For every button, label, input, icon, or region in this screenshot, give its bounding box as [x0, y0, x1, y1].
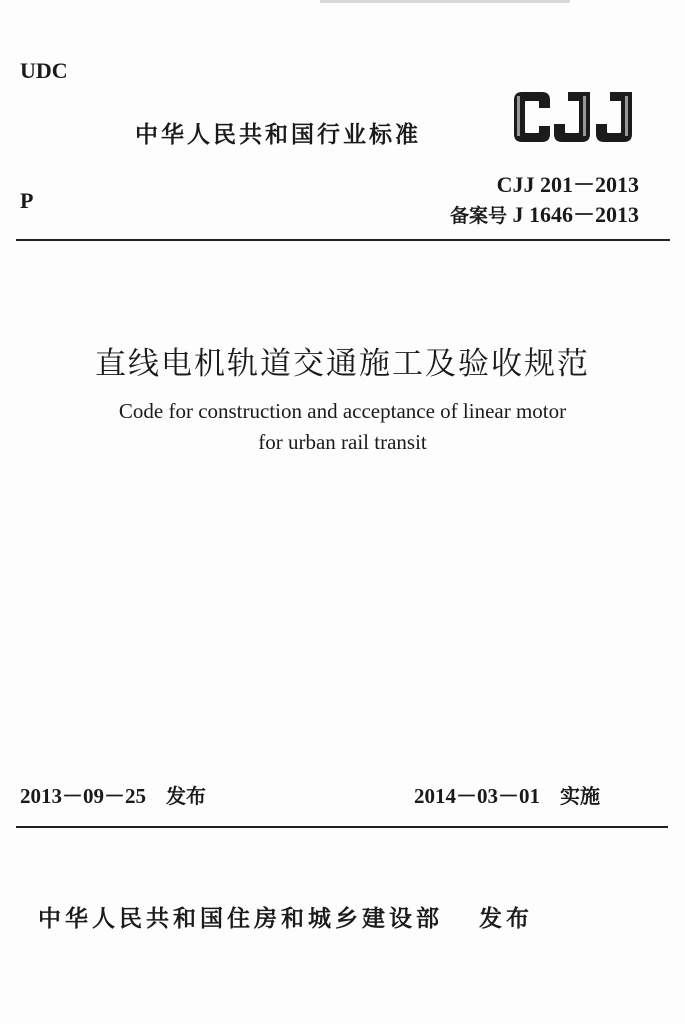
record-label: 备案号: [449, 205, 507, 227]
implement-date: [414, 780, 600, 810]
implement-date-value: 2014－03－01: [414, 784, 540, 808]
header-divider: [16, 239, 670, 241]
publisher-name: 中华人民共和国住房和城乡建设部: [38, 906, 443, 932]
cjj-logo: [512, 88, 642, 146]
record-number-value: J 1646－2013: [512, 202, 639, 227]
implement-label: 实施: [560, 784, 600, 808]
udc-label: UDC: [20, 58, 68, 83]
record-number: [450, 198, 639, 229]
issue-label: 发布: [166, 784, 206, 808]
category-letter: P: [20, 188, 34, 213]
standard-code: CJJ 201－2013: [496, 172, 639, 197]
publisher: [38, 900, 533, 933]
title-chinese: 直线电机轨道交通施工及验收规范: [95, 346, 590, 382]
footer-divider: [16, 826, 668, 828]
standard-type-heading: 中华人民共和国行业标准: [135, 122, 421, 148]
publish-label: 发布: [479, 906, 533, 932]
issue-date-value: 2013－09－25: [20, 784, 146, 808]
issue-date: [20, 780, 206, 810]
scan-edge-mark: [320, 0, 570, 3]
title-english: [0, 396, 685, 458]
title-english-line-2: for urban rail transit: [258, 430, 427, 454]
title-english-line-1: Code for construction and acceptance of linear motor: [118, 399, 567, 423]
